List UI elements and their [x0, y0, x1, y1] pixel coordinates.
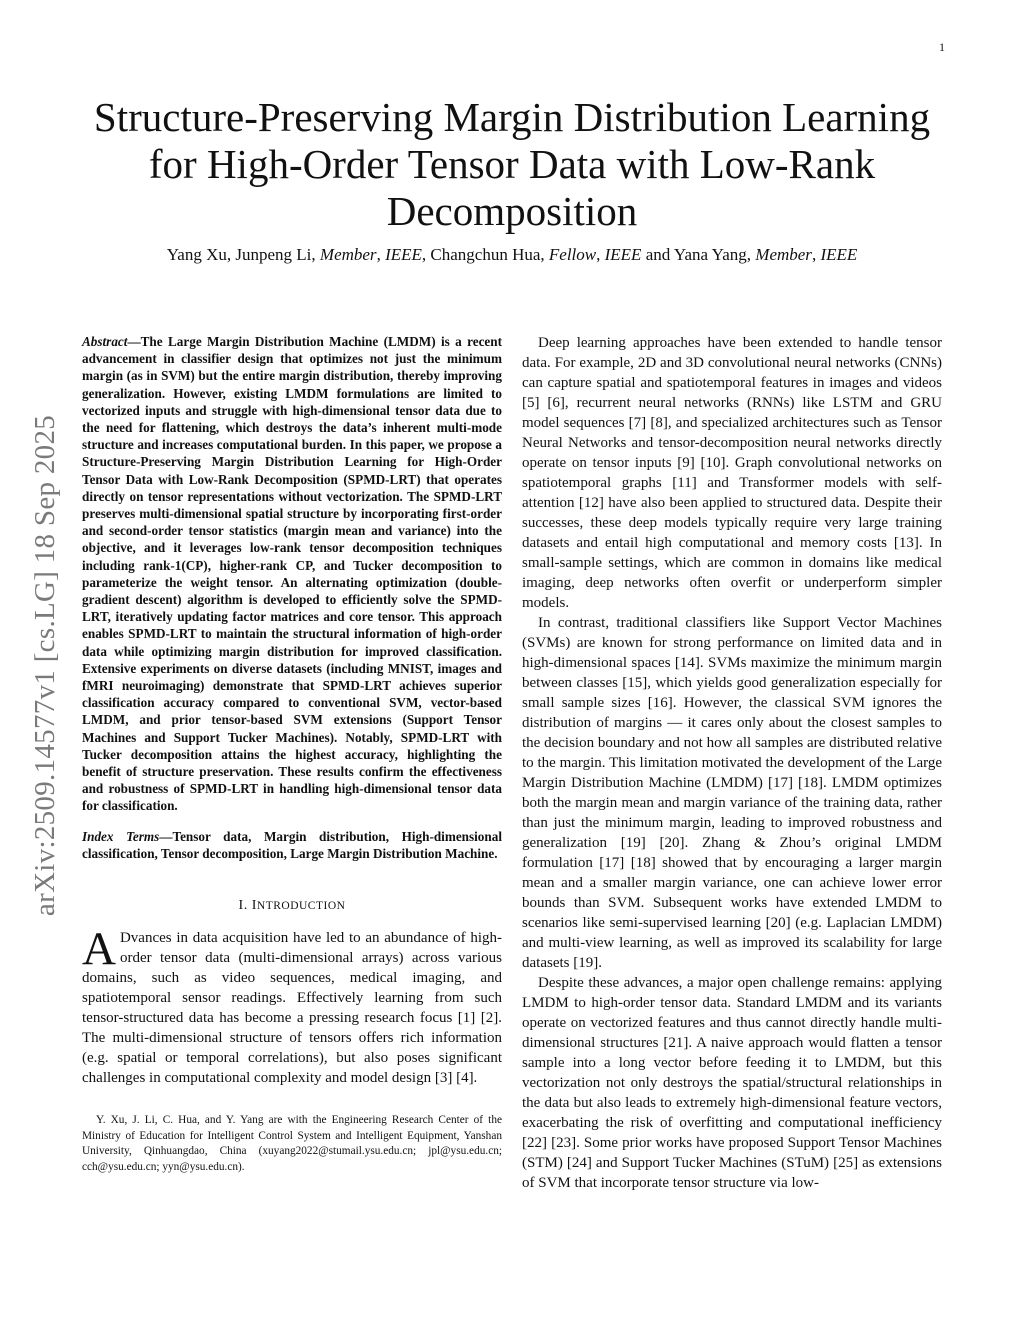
- page-number: 1: [939, 40, 945, 54]
- author-sep: ,: [811, 245, 821, 264]
- paper-title: [80, 94, 944, 235]
- intro-paragraph: [82, 923, 502, 1088]
- index-terms-label: Index Terms: [82, 828, 160, 844]
- index-terms: [82, 828, 502, 862]
- title-line-3: Decomposition: [386, 188, 638, 234]
- right-column: [522, 333, 942, 1193]
- title-line-1: Structure-Preserving Margin Distribution Learning: [93, 94, 931, 140]
- author-role-3: Member: [755, 245, 812, 264]
- author-org-3: IEEE: [820, 245, 858, 264]
- author-affiliation-footnote: Y. Xu, J. Li, C. Hua, and Y. Yang are with the Engineering Research Center of the Ministry of Education for Intelligent Control System and Intelligent Equipment, Yanshan University, Qinhuangdao, China (xuyang2022@stumail.ysu.edu.cn; jpl@ysu.edu.cn; cch@ysu.edu.cn; yyn@ysu.edu.cn).: [82, 1114, 502, 1173]
- abstract-text: —The Large Margin Distribution Machine (LMDM) is a recent advancement in classifier design that optimizes not just the minimum margin (as in SVM) but the entire margin distribution, thereby improving generalization. However, existing LMDM formulations are limited to vectorized inputs and struggle with high-dimensional tensor data due to the need for flattening, which destroys the data’s inherent multi-mode structure and increases computational burden. In this paper, we propose a Structure-Preserving Margin Distribution Learning for High-Order Tensor Data with Low-Rank Decomposition (SPMD-LRT) that operates directly on tensor representations without vectorization. The SPMD-LRT preserves multi-dimensional spatial structure by incorporating first-order and second-order tensor statistics (margin mean and variance) into the objective, and it leverages low-rank tensor decomposition techniques including rank-1(CP), higher-rank CP, and Tucker decomposition to parameterize the weight tensor. An alternating optimization (double-gradient descent) algorithm is developed to efficiently solve the SPMD-LRT, iteratively updating factor matrices and core tensor. This approach enables SPMD-LRT to maintain the structural information of high-order data while optimizing margin distribution for improved classification. Extensive experiments on diverse datasets (including MNIST, images and fMRI neuroimaging) demonstrate that SPMD-LRT achieves superior classification accuracy compared to conventional SVM, vector-based LMDM, and prior tensor-based SVM extensions (Support Tensor Machines and Support Tucker Machines). Notably, SPMD-LRT with Tucker decomposition attains the highest accuracy, highlighting the benefit of structure preservation. These results confirm the effectiveness and robustness of SPMD-LRT in handling high-dimensional tensor data for classification.: [82, 334, 502, 814]
- author-names-1: Yang Xu, Junpeng Li,: [166, 245, 320, 264]
- drop-cap: A: [82, 923, 116, 976]
- left-column: [82, 333, 502, 1175]
- section-title-initial: I: [251, 898, 257, 914]
- author-names-2: , Changchun Hua,: [421, 245, 549, 264]
- arxiv-identifier-stamp: [26, 372, 66, 958]
- section-number: I.: [238, 898, 252, 914]
- author-org-1: IEEE: [385, 245, 422, 264]
- body-paragraph: Deep learning approaches have been extended to handle tensor data. For example, 2D and 3D convolutional neural networks (CNNs) can capture spatial and spatiotemporal features in images and videos [5] [6], recurrent neural networks (RNNs) like LSTM and GRU model sequences [7] [8], and specialized architectures such as Tensor Neural Networks and tensor-decomposition neural networks directly operate on tensor inputs [9] [10]. Graph convolutional networks on spatiotemporal graphs [11] and Transformer models with self-attention [12] have also been applied to structured data. Despite their successes, these deep models typically require very large training datasets and entail high computational and memory costs [13]. In small-sample settings, which are common in domains like medical imaging, deep networks often overfit or underperform simpler models.: [522, 335, 942, 611]
- author-role-1: Member: [319, 245, 377, 264]
- section-heading-introduction: [82, 898, 502, 914]
- abstract-label: Abstract: [82, 334, 128, 349]
- author-list: [80, 244, 944, 266]
- author-names-3: and Yana Yang,: [641, 245, 756, 264]
- abstract: [82, 333, 502, 815]
- author-sep: ,: [596, 245, 605, 264]
- author-sep: ,: [376, 245, 386, 264]
- title-line-2: for High-Order Tensor Data with Low-Rank: [148, 141, 876, 187]
- arxiv-identifier-text: arXiv:2509.14577v1 [cs.LG] 18 Sep 2025: [29, 414, 62, 916]
- author-role-2: Fellow: [548, 245, 597, 264]
- index-terms-text: —Tensor data, Margin distribution, High-dimensional classification, Tensor decomposition, Large Margin Distribution Machine.: [82, 828, 502, 861]
- body-paragraph: Despite these advances, a major open challenge remains: applying LMDM to high-order tensor data. Standard LMDM and its variants operate on vectorized features and thus cannot directly handle multi-dimensional structures [21]. A naive approach would flatten a tensor sample into a long vector before feeding it to LMDM, but this vectorization not only destroys the spatial/structural relationships in the data but also leads to extremely high-dimensional feature vectors, exacerbating the risk of overfitting and computational inefficiency [22] [23]. Some prior works have proposed Support Tensor Machines (STM) [24] and Support Tucker Machines (STuM) [25] as extensions of SVM that incorporate tensor structure via low-: [522, 975, 942, 1191]
- section-title-rest: NTRODUCTION: [256, 900, 346, 913]
- body-paragraph: In contrast, traditional classifiers like Support Vector Machines (SVMs) are known for strong performance on limited data and in high-dimensional spaces [14]. SVMs maximize the minimum margin between classes [15], which yields good generalization especially for small sample sizes [16]. However, the classical SVM ignores the distribution of margins — it cares only about the closest samples to the decision boundary and not how all samples are distributed relative to the margin. This limitation motivated the development of the Large Margin Distribution Machine (LMDM) [17] [18]. LMDM optimizes both the margin mean and margin variance of the training data, rather than just the minimum margin, leading to improved robustness and generalization [19] [20]. Zhang & Zhou’s original LMDM formulation [17] [18] showed that by encouraging a larger margin mean and a smaller margin variance, one can achieve lower error bounds than SVM. Subsequent works have extended LMDM to scenarios like semi-supervised learning [20] (e.g. Laplacian LMDM) and multi-view learning, as well as improved its scalability for large datasets [19].: [522, 615, 942, 971]
- intro-text: Dvances in data acquisition have led to an abundance of high-order tensor data (multi-dimensional arrays) across various domains, such as video sequences, medical imaging, and spatiotemporal sensor readings. Effectively learning from such tensor-structured data has become a pressing research focus [1] [2]. The multi-dimensional structure of tensors offers rich information (e.g. spatial or temporal correlations), but also poses significant challenges in computational complexity and model design [3] [4].: [82, 930, 502, 1087]
- author-org-2: IEEE: [604, 245, 642, 264]
